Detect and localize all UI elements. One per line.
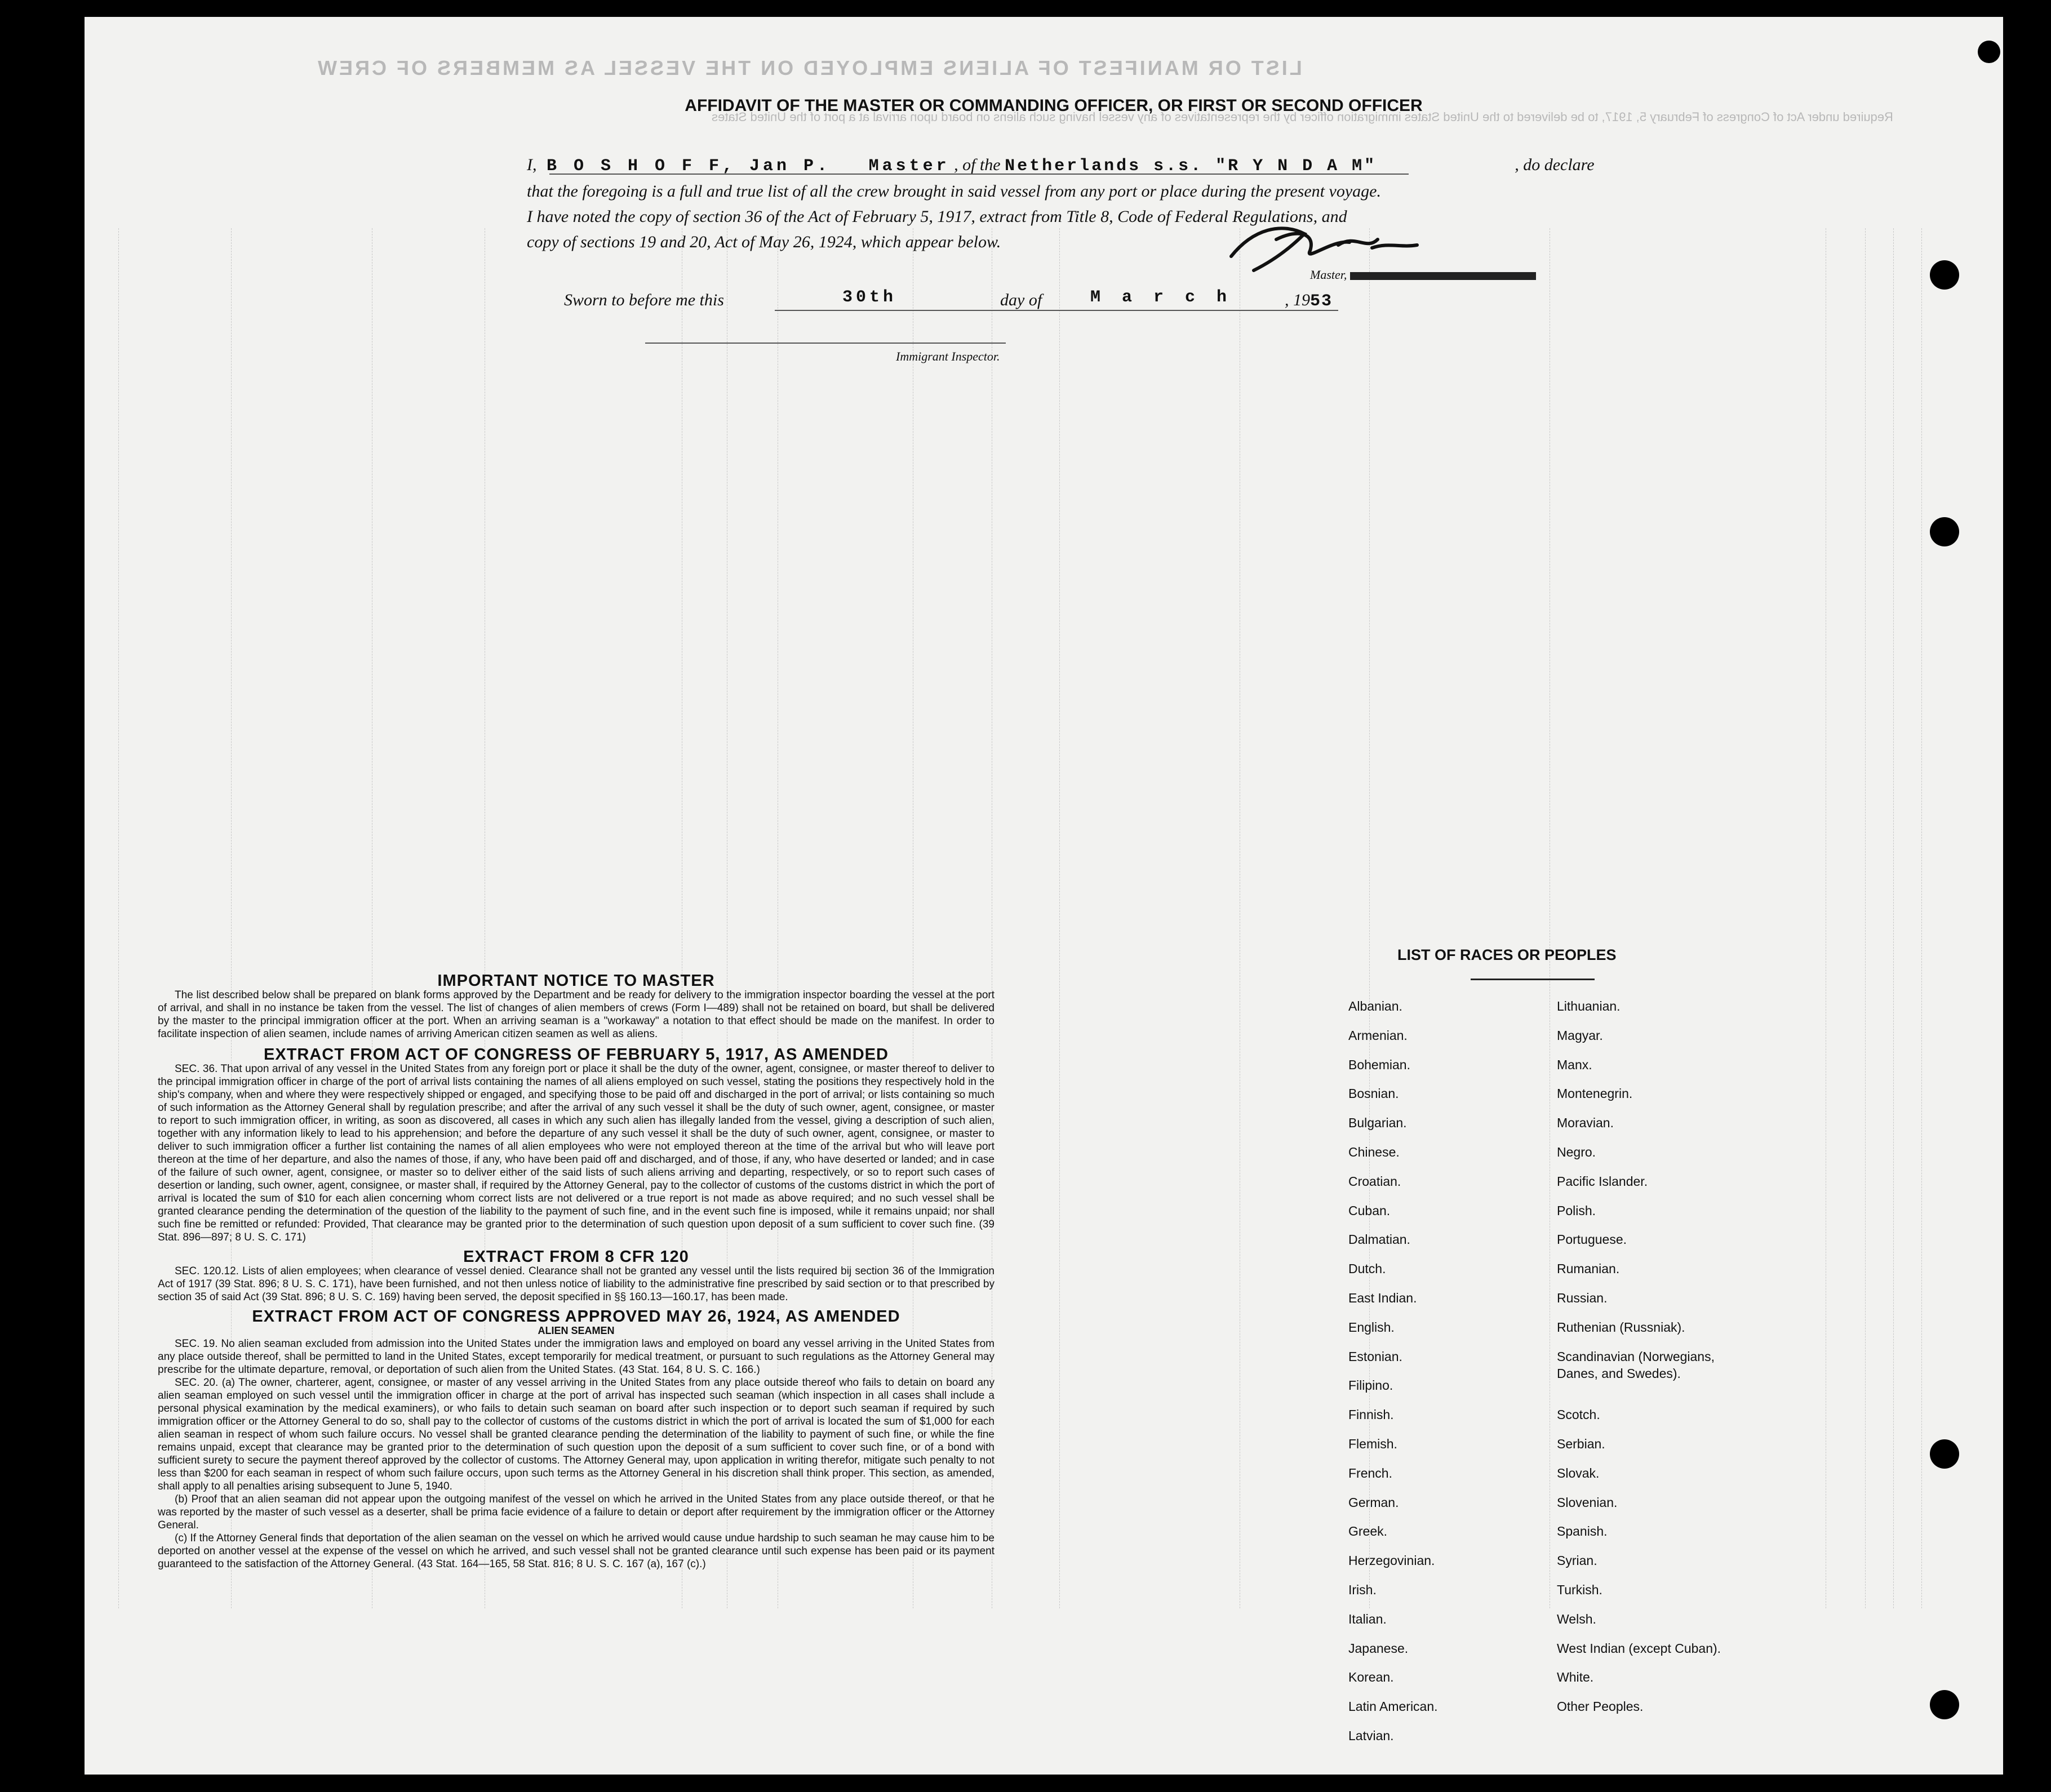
race-item: Polish.: [1557, 1203, 1596, 1218]
race-item: Flemish.: [1348, 1437, 1397, 1451]
race-item: Manx.: [1557, 1057, 1592, 1072]
race-item: Scandinavian (Norwegians,: [1557, 1349, 1715, 1364]
race-item: Montenegrin.: [1557, 1086, 1633, 1101]
race-item: Danes, and Swedes).: [1557, 1366, 1681, 1381]
race-item: Bosnian.: [1348, 1086, 1399, 1101]
race-item: Syrian.: [1557, 1553, 1597, 1568]
race-item: Turkish.: [1557, 1582, 1602, 1597]
race-item: English.: [1348, 1319, 1395, 1335]
extract-1924-title: EXTRACT FROM ACT OF CONGRESS APPROVED MAY 26, 1924, AS AMENDED: [252, 1308, 900, 1326]
punch-hole: [1930, 260, 1959, 290]
race-item: Armenian.: [1348, 1028, 1408, 1043]
race-item: Latvian.: [1348, 1728, 1394, 1743]
extract-1917-title: EXTRACT FROM ACT OF CONGRESS OF FEBRUARY 5, 1917, AS AMENDED: [264, 1046, 889, 1064]
ghost-subheader: Required under Act of Congress of February 5, 1917, to be delivered to the United States immigration officer by the representatives of any vessel having such aliens on board upon arrival at a port of the United States: [712, 110, 1893, 124]
race-item: Bulgarian.: [1348, 1115, 1407, 1131]
race-item: White.: [1557, 1670, 1594, 1685]
race-item: Chinese.: [1348, 1145, 1400, 1159]
affidavit-line-1: I, B O S H O F F, Jan P. Master , of the Netherlands s.s. "R Y N D A M" , do declare: [527, 155, 1595, 176]
race-item: Irish.: [1348, 1582, 1377, 1597]
sworn-line: Sworn to before me this: [564, 291, 724, 309]
race-item: Welsh.: [1557, 1611, 1596, 1626]
race-item: Croatian.: [1348, 1173, 1401, 1189]
sworn-day: 30th: [842, 288, 897, 307]
race-item: Magyar.: [1557, 1028, 1603, 1043]
race-item: Pacific Islander.: [1557, 1173, 1648, 1189]
race-item: Dalmatian.: [1348, 1232, 1410, 1247]
race-item: Dutch.: [1348, 1261, 1386, 1277]
race-item: Japanese.: [1348, 1640, 1409, 1656]
races-title: LIST OF RACES OR PEOPLES: [1397, 946, 1617, 963]
race-item: Rumanian.: [1557, 1261, 1620, 1277]
race-item: East Indian.: [1348, 1291, 1417, 1305]
vessel-name: Netherlands s.s. "R Y N D A M": [1005, 157, 1377, 176]
punch-hole: [1930, 1690, 1959, 1719]
race-item: Scotch.: [1557, 1407, 1600, 1422]
punch-hole: [1930, 1439, 1959, 1469]
race-item: Finnish.: [1348, 1407, 1394, 1422]
race-item: Latin American.: [1348, 1699, 1438, 1714]
race-item: German.: [1348, 1495, 1399, 1510]
race-item: Korean.: [1348, 1670, 1394, 1685]
race-item: Greek.: [1348, 1524, 1388, 1539]
race-item: Serbian.: [1557, 1437, 1605, 1451]
race-item: Slovak.: [1557, 1465, 1600, 1480]
race-item: Negro.: [1557, 1145, 1596, 1159]
master-label: Master,: [1310, 268, 1347, 282]
race-item: Slovenian.: [1557, 1495, 1618, 1510]
race-item: Herzegovinian.: [1348, 1553, 1435, 1568]
race-item: Spanish.: [1557, 1524, 1608, 1539]
race-item: Other Peoples.: [1557, 1699, 1644, 1714]
race-item: West Indian (except Cuban).: [1557, 1640, 1721, 1656]
race-item: Estonian.: [1348, 1349, 1402, 1364]
race-item: Albanian.: [1348, 999, 1402, 1013]
extract-cfr-title: EXTRACT FROM 8 CFR 120: [463, 1248, 689, 1266]
affidavit-title: AFFIDAVIT OF THE MASTER OR COMMANDING OFFICER, OR FIRST OR SECOND OFFICER: [685, 96, 1423, 115]
notice-title: IMPORTANT NOTICE TO MASTER: [437, 972, 715, 990]
race-item: Cuban.: [1348, 1203, 1391, 1218]
race-item: Filipino.: [1348, 1378, 1393, 1393]
race-item: Ruthenian (Russniak).: [1557, 1319, 1685, 1335]
master-rank: Master: [868, 157, 950, 176]
race-item: Moravian.: [1557, 1115, 1614, 1131]
race-item: Italian.: [1348, 1611, 1387, 1626]
master-name: B O S H O F F, Jan P.: [547, 157, 831, 176]
punch-hole: [1978, 41, 2000, 63]
race-item: Lithuanian.: [1557, 999, 1621, 1013]
race-item: French.: [1348, 1465, 1392, 1480]
race-item: Russian.: [1557, 1291, 1608, 1305]
inspector-label: Immigrant Inspector.: [896, 349, 1000, 363]
sworn-month: M a r c h: [1090, 288, 1233, 307]
sworn-year: 53: [1310, 292, 1333, 311]
ghost-header: LIST OR MANIFEST OF ALIENS EMPLOYED ON THE VESSEL AS MEMBERS OF CREW: [316, 56, 1302, 79]
race-item: Portuguese.: [1557, 1232, 1627, 1247]
legal-notice: IMPORTANT NOTICE TO MASTER The list described below shall be prepared on blank forms approved by the Department and be ready for delivery to the immigration inspector boarding the vessel at the port of arrival, and shall in no instance be taken from the vessel. The list of changes of alien members of crews (Form I—489) shall not be retained on board, but shall be delivered by the master to the principal immigration officer at the port. When an arriving seaman is a "workaway" a notation to that effect should be made on the manifest. In order to facilitate inspection of alien seamen, include names of arriving American citizen seamen as well as aliens. EXTRACT FROM ACT OF CONGRESS OF FEBRUARY 5, 1917, AS AMENDED SEC. 36. That upon arrival of any vessel in the United States from any foreign port or place it shall be the duty of the owner, agent, consignee, or master thereof to deliver to the principal immigration officer in charge of the port of arrival lists containing the names of all aliens employed on such vessel, stating the positions they respectively hold in the ship's company, when and where they were respectively shipped or engaged, and specifying those to be paid off and discharged in the port of arrival; or lists containing so much of such information as the Attorney General shall by regulation prescribe; and after the arrival of any such vessel it shall be the duty of such owner, agent, consignee, or master to report to such immigration officer, in writing, as soon as discovered, all cases in which any such alien has illegally landed from the vessel, giving a description of such alien, together with any information likely to lead to his apprehension; and before the departure of any such vessel it shall be the duty of such owner, agent, consignee, or master to deliver to such immigration officer a further list containing the names of all alien employees who were not employed thereon at the time of the arrival but who will leave port thereon at the time of her departure, and also the names of those, if any, who have been paid off and discharged, and of those, if any, who have deserted or landed; and in case of the failure of such owner, agent, consignee, or master so to deliver either of the said lists of such aliens arriving and departing, respectively, or so to report such cases of desertion or landing, such owner, agent, consignee, or master shall, if required by the Attorney General, pay to the collector of customs of the customs district in which the port of arrival is located the sum of $10 for each alien concerning whom correct lists are not delivered or a true report is not made as above required; and no such vessel shall be granted clearance pending the determination of the question of the liability to the payment of such fine, and in the event such fine is imposed, while it remains unpaid; nor shall such fine be remitted or refunded: Provided, That clearance may be granted prior to the determination of such question upon deposit of a sum sufficient to cover such fine. (39 Stat. 896—897; 8 U. S. C. 171) EXTRACT FROM 8 CFR 120 SEC. 120.12. Lists of alien employees; when clearance of vessel denied. Clearance shall not be granted any vessel until the lists required bij section 36 of the Immigration Act of 1917 (39 Stat. 896; 8 U. S. C. 171), have been furnished, and not then unless notice of liability to the administrative fine prescribed by said section or to that prescribed by section 35 of said Act (39 Stat. 896; 8 U. S. C. 169) having been served, the deposit specified in §§ 160.13—160.17, has been made. EXTRACT FROM ACT OF CONGRESS APPROVED MAY 26, 1924, AS AMENDED ALIEN SEAMEN SEC. 19. No alien seaman excluded from admission into the United States under the immigration laws and employed on board any vessel arriving in the United States from any place outside thereof, shall be permitted to land in the United States, except temporarily for medical treatment, or pursuant to such regulations as the Attorney General may prescribe for the ultimate departure, removal, or deportation of such alien from the United States. (43 Stat. 164, 8 U. S. C. 166.) SEC. 20. (a) The owner, charterer, agent, consignee, or master of any vessel arriving in the United States from any place outside thereof who fails to detain on board any alien seaman employed on such vessel until the immigration officer in charge at the port of arrival has inspected such seaman (which inspection in all cases shall include a personal physical examination by the medical examiners), or who fails to detain such seaman on board after such inspection or to deport such seaman if required by such immigration officer or the Attorney General to do so, shall pay to the collector of customs of the customs district in which the port of arrival is located the sum of $1,000 for each alien seaman in respect of whom such failure occurs. No vessel shall be granted clearance pending the determination of the liability to payment of such fine, or while the fine remains unpaid, except that clearance may be granted prior to the determination of such question upon the deposit of a sum sufficient to cover such fine, or of a bond with sufficient surety to secure the payment thereof approved by the collector of customs. The Attorney General may, upon application in writing therefor, mitigate such penalty to not less than $200 for each seaman in respect of whom such failure occurs, upon such terms as the Attorney General in his discretion shall think proper. This section, as amended, shall apply to all penalties arising subsequent to June 5, 1940. (b) Proof that an alien seaman did not appear upon the outgoing manifest of the vessel on which he arrived in the United States from any place outside thereof, or that he was reported by the master of such vessel as a deserter, shall be prima facie evidence of a failure to detain or deport after requirement by the immigration officer or the Attorney General. (c) If the Attorney General finds that deportation of the alien seaman on the vessel on which he arrived would cause undue hardship to such seaman he may cause him to be deported on another vessel at the expense of the vessel on which he arrived, and such vessel shall not be granted clearance until such expense has been paid or its payment guaranteed to the satisfaction of the Attorney General. (43 Stat. 164—165, 58 Stat. 816; 8 U. S. C. 167 (a), 167 (c).): [158, 972, 995, 1570]
race-item: Bohemian.: [1348, 1057, 1410, 1072]
punch-hole: [1930, 517, 1959, 546]
